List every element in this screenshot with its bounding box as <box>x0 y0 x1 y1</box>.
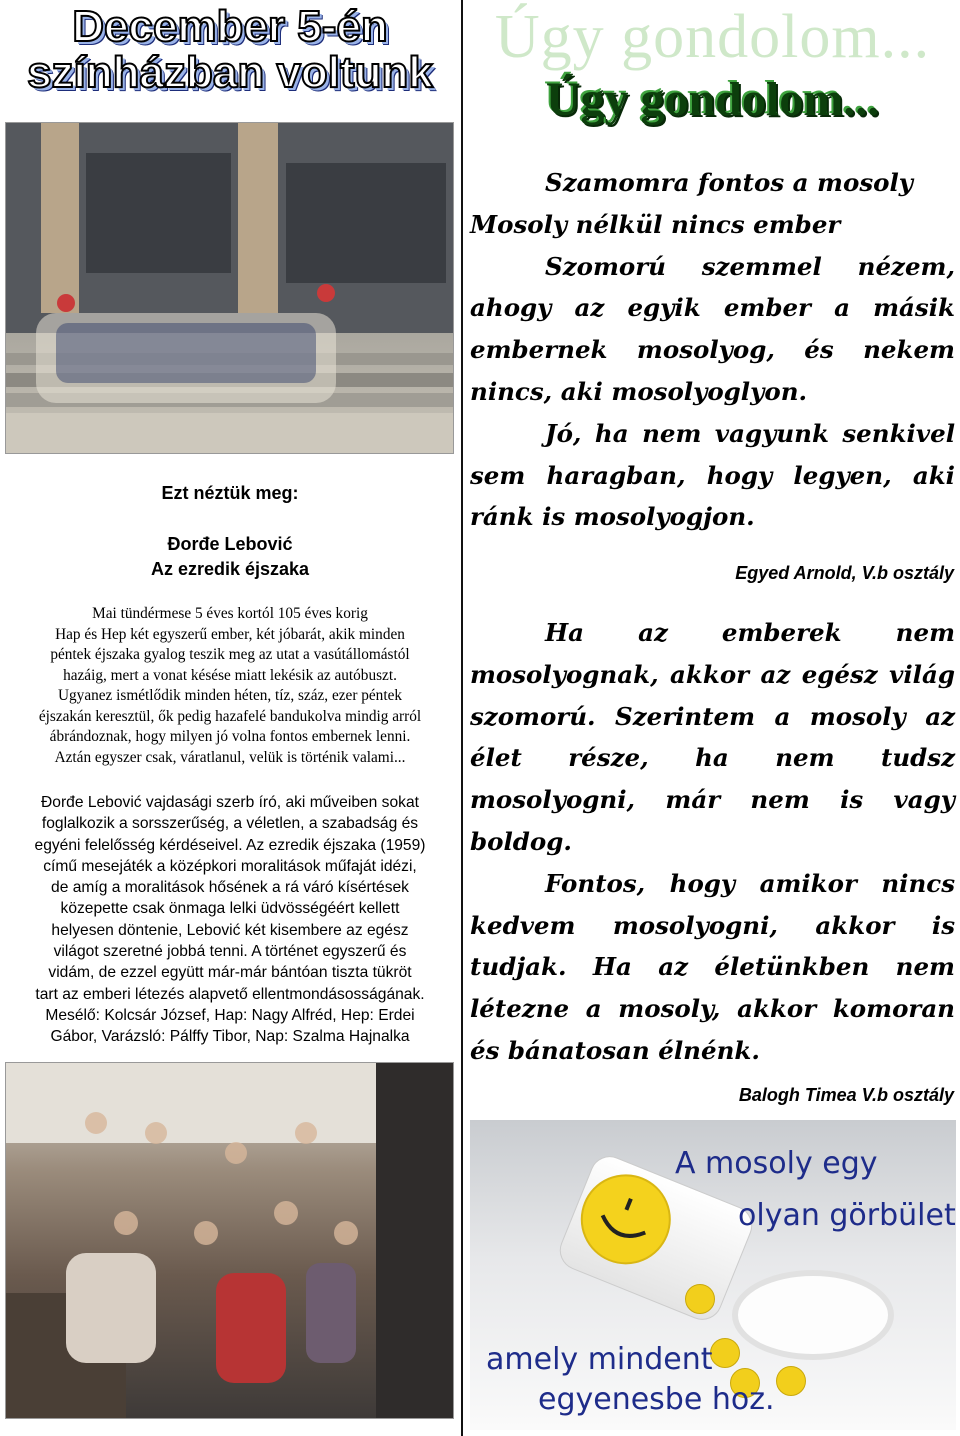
description-line: egyéni felelősség kérdéseivel. Az ezredik éjszaka (1959) <box>34 836 426 854</box>
description-line: világot szeretné jobbá tenni. A történet egyszerű és <box>53 943 407 961</box>
synopsis-line: Aztán egyszer csak, váratlanul, velük is történik valami... <box>54 748 406 766</box>
poem-line: Szomorú szemmel nézem, ahogy az egyik ember a másik embernek mosolyog, és nekem nincs, aki mosolyoglyon. <box>470 251 955 406</box>
smiley-icon <box>567 1161 684 1278</box>
left-title-line2: színházban voltunk <box>27 48 433 97</box>
description-line: tart az emberi létezés alapvető ellentmondásosságának. <box>35 985 425 1003</box>
synopsis-line: Hap és Hep két egyszerű ember, két jóbarát, akik minden <box>55 625 405 643</box>
signature-timea: Balogh Timea V.b osztály <box>738 1085 954 1105</box>
smiley-pill-icon <box>685 1284 715 1314</box>
synopsis-line: Mai tündérmese 5 éves kortól 105 éves korig <box>92 605 368 622</box>
stairwell-crowd-illustration <box>6 1063 453 1418</box>
synopsis-paragraph <box>5 604 455 768</box>
bottle-lid <box>732 1270 894 1360</box>
smiley-pill-icon <box>710 1338 740 1368</box>
image-caption-line1: A mosoly egy <box>675 1146 878 1181</box>
poem-line: Mosoly nélkül nincs ember <box>470 209 841 239</box>
poem-line: Jó, ha nem vagyunk senkivel sem haragban, hogy legyen, aki ránk is mosolyogjon. <box>470 418 955 532</box>
poem-line: Fontos, hogy amikor nincs kedvem mosolyogni, akkor is tudjak. Ha az életünkben nem létezne a mosoly, akkor komoran és bánatosan élnénk. <box>470 868 955 1065</box>
synopsis-line: péntek éjszaka gyalog teszik meg az utat a vasútállomástól <box>50 646 410 663</box>
stairwell-group-photo <box>5 1062 454 1419</box>
left-article-title <box>0 0 460 96</box>
poem-arnold <box>470 162 955 538</box>
image-caption-line4: egyenesbe hoz. <box>538 1382 775 1417</box>
poem-timea <box>470 612 955 1072</box>
description-line: helyesen döntenie, Lebović két kisembere az egész <box>51 921 409 939</box>
description-line: közepette csak önmaga lelki üdvösségéért kellett <box>60 900 400 918</box>
image-caption-line3: amely mindent <box>486 1342 713 1377</box>
description-line: vidám, de ezzel együtt már-már bántóan tiszta tükröt <box>48 964 412 982</box>
description-line: Mesélő: Kolcsár József, Hap: Nagy Alfréd, Hep: Erdei <box>45 1006 415 1024</box>
synopsis-line: Ugyanez ismétlődik minden héten, tíz, száz, ezer péntek <box>57 687 403 704</box>
synopsis-line: hazáig, mert a vonat késése miatt lekésik az autóbuszt. <box>63 666 397 684</box>
watched-label: Ezt néztük meg: <box>161 483 299 503</box>
play-description-paragraph <box>3 792 457 1048</box>
description-line: Gábor, Varázsló: Pálffy Tibor, Nap: Szalma Hajnalka <box>50 1028 410 1046</box>
theatre-group-photo <box>5 122 454 454</box>
right-title-ghost: Úgy gondolom... <box>494 3 931 71</box>
signature-arnold: Egyed Arnold, V.b osztály <box>735 563 954 583</box>
image-caption-line2: olyan görbület <box>738 1198 956 1233</box>
description-line: foglalkozik a sorsszerűség, a véletlen, a szabadság és <box>41 815 419 833</box>
column-divider <box>461 0 463 1436</box>
description-line: Đorđe Lebović vajdasági szerb író, aki műveiben sokat <box>41 794 419 811</box>
play-author: Đorđe Lebović <box>167 534 293 554</box>
smiley-pill-icon <box>776 1366 806 1396</box>
building-steps-illustration <box>6 123 453 453</box>
description-line: de amíg a moralitások hősének a rá váró kísértések <box>51 879 409 897</box>
play-title: Az ezredik éjszaka <box>150 559 310 579</box>
synopsis-line: éjszakán keresztül, ők pedig hazafelé bandukolva mindig arról <box>38 707 422 725</box>
synopsis-line: ábrándoznak, hogy milyen jó volna fontos embernek lenni. <box>49 728 411 745</box>
right-title: Úgy gondolom... <box>545 73 880 126</box>
left-title-line1: December 5-én <box>72 2 388 51</box>
poem-line: Ha az emberek nem mosolyognak, akkor az egész világ szomorú. Szerintem a mosoly az élet része, ha nem tudsz mosolyogni, már nem is vagy boldog. <box>470 618 955 856</box>
poem-line: Szamomra fontos a mosoly <box>545 168 914 197</box>
description-line: című mesejáték a középkori moralitások műfaját idézi, <box>43 857 417 875</box>
smile-quote-image <box>470 1120 956 1430</box>
